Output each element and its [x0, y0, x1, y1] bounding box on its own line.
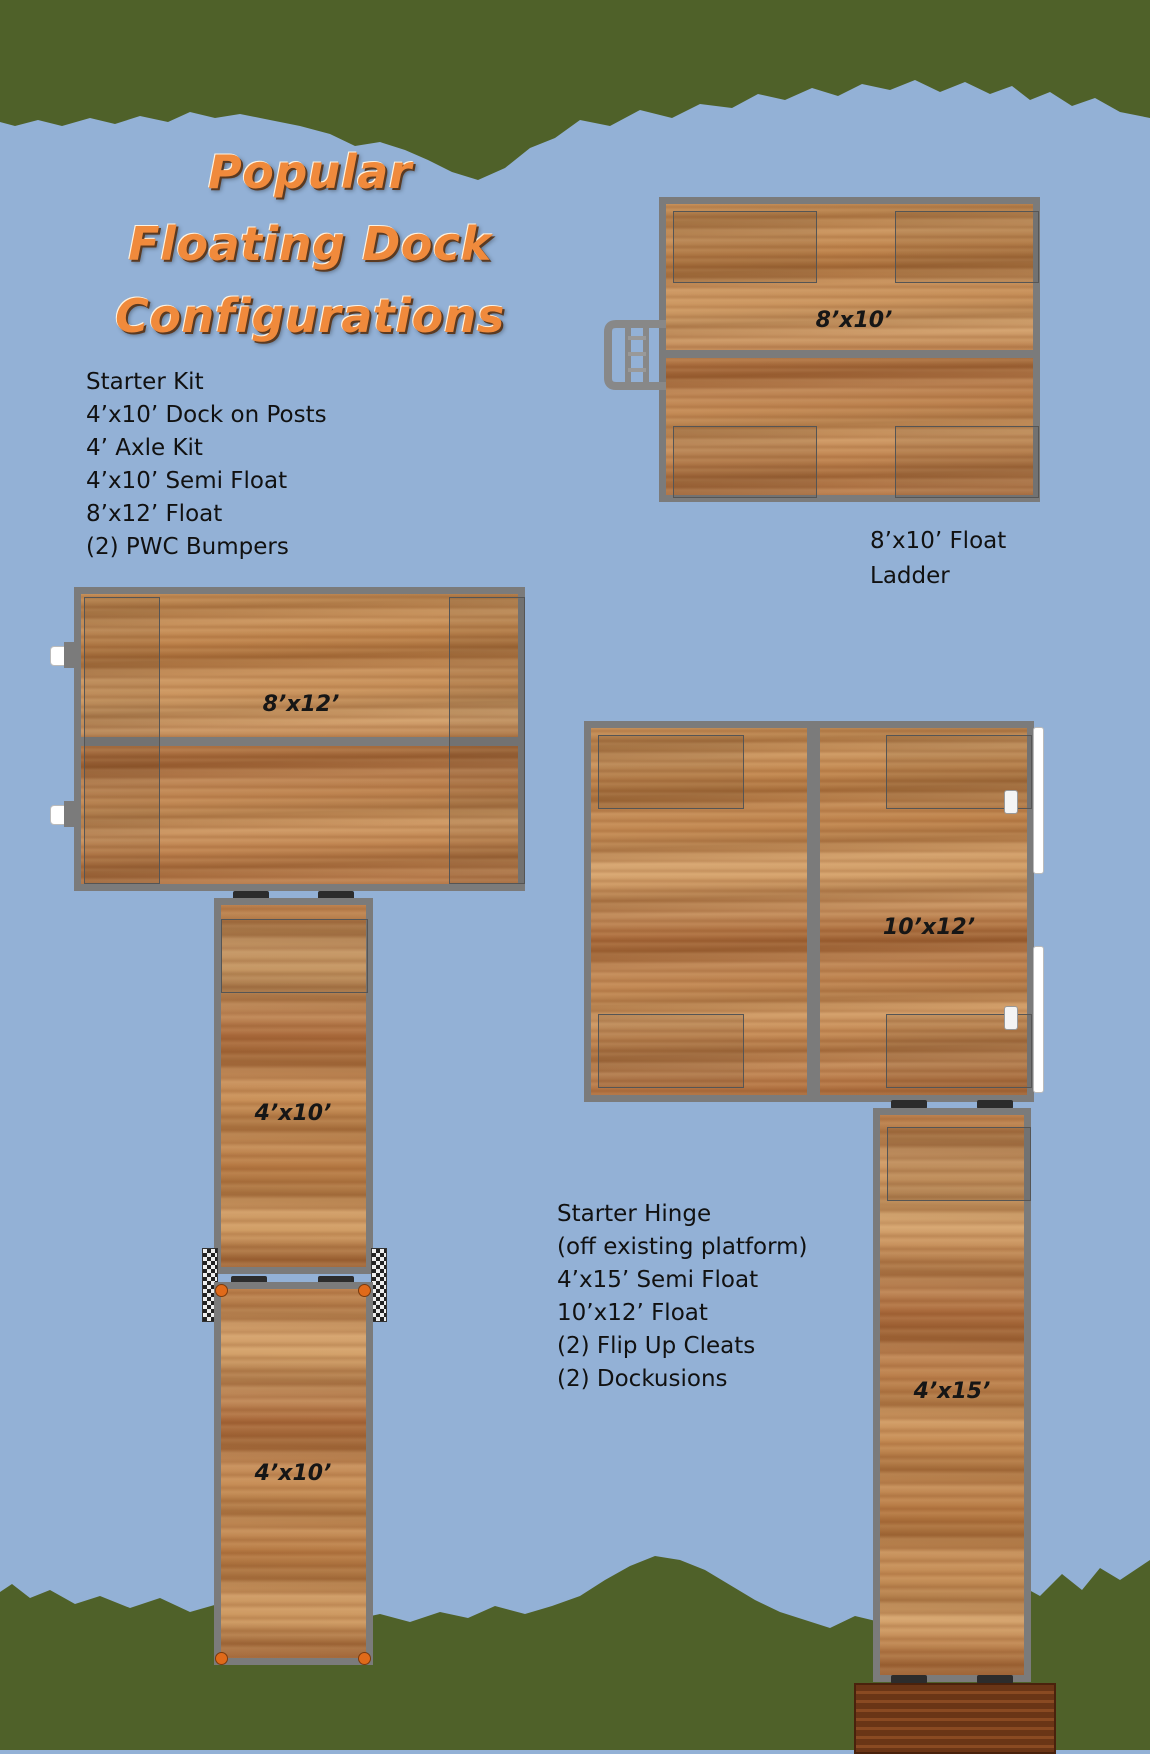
starter-kit-item: 8’x12’ Float: [86, 501, 223, 527]
starter-kit-item: Starter Kit: [86, 369, 204, 395]
starter-hinge-item: (2) Flip Up Cleats: [557, 1333, 756, 1359]
float-8x10-panel: [659, 197, 1040, 502]
starter-kit-item: (2) PWC Bumpers: [86, 534, 289, 560]
float-10x12-panel: [584, 721, 1034, 1102]
starter-hinge-item: (2) Dockusions: [557, 1366, 728, 1392]
semi-float-4x15-panel: [873, 1108, 1031, 1682]
flip-up-cleat-icon: [1004, 790, 1018, 814]
bumper-mount: [64, 642, 74, 668]
starter-hinge-item: Starter Hinge: [557, 1201, 712, 1227]
dock-size-label: 4’x10’: [254, 1101, 332, 1126]
dock-on-posts-4x10-panel: [214, 1282, 373, 1665]
float-ladder-item: Ladder: [870, 563, 950, 589]
title-line-3: Configurations: [115, 289, 505, 343]
float-pontoon: [449, 597, 525, 884]
panel-center-beam: [807, 728, 820, 1095]
axle-kit-icon: [371, 1248, 387, 1322]
post-icon: [358, 1284, 371, 1297]
starter-hinge-item: 4’x15’ Semi Float: [557, 1267, 759, 1293]
starter-kit-item: 4’ Axle Kit: [86, 435, 203, 461]
dock-size-label: 10’x12’: [882, 915, 976, 940]
semi-float-4x10-panel: [214, 898, 373, 1274]
starter-kit-list: [86, 366, 327, 564]
starter-kit-item: 4’x10’ Semi Float: [86, 468, 288, 494]
float-pontoon: [895, 211, 1039, 283]
float-8x12-panel: [74, 587, 525, 891]
dock-size-label: 4’x15’: [913, 1379, 991, 1404]
starter-hinge-list: [557, 1198, 808, 1396]
dockusion-icon: [1033, 946, 1044, 1093]
existing-platform-icon: [854, 1683, 1056, 1754]
panel-center-beam: [666, 350, 1033, 358]
float-pontoon: [598, 1014, 744, 1088]
page-title: [50, 136, 570, 352]
starter-hinge-item: 10’x12’ Float: [557, 1300, 708, 1326]
dock-size-label: 8’x10’: [815, 308, 893, 333]
post-icon: [215, 1284, 228, 1297]
float-pontoon: [887, 1127, 1031, 1201]
dockusion-icon: [1033, 727, 1044, 874]
float-ladder-item: 8’x10’ Float: [870, 528, 1007, 554]
bumper-mount: [64, 801, 74, 827]
ladder-icon: [604, 316, 668, 394]
flip-up-cleat-icon: [1004, 1006, 1018, 1030]
dock-size-label: 8’x12’: [262, 692, 340, 717]
float-pontoon: [221, 919, 368, 993]
float-ladder-list: [870, 524, 1006, 594]
starter-hinge-item: (off existing platform): [557, 1234, 808, 1260]
float-pontoon: [673, 426, 817, 498]
float-pontoon: [598, 735, 744, 809]
post-icon: [215, 1652, 228, 1665]
title-line-2: Floating Dock: [128, 217, 492, 271]
title-line-1: Popular: [208, 145, 412, 199]
float-pontoon: [673, 211, 817, 283]
post-icon: [358, 1652, 371, 1665]
dock-size-label: 4’x10’: [254, 1461, 332, 1486]
starter-kit-item: 4’x10’ Dock on Posts: [86, 402, 327, 428]
float-pontoon: [895, 426, 1039, 498]
float-pontoon: [84, 597, 160, 884]
